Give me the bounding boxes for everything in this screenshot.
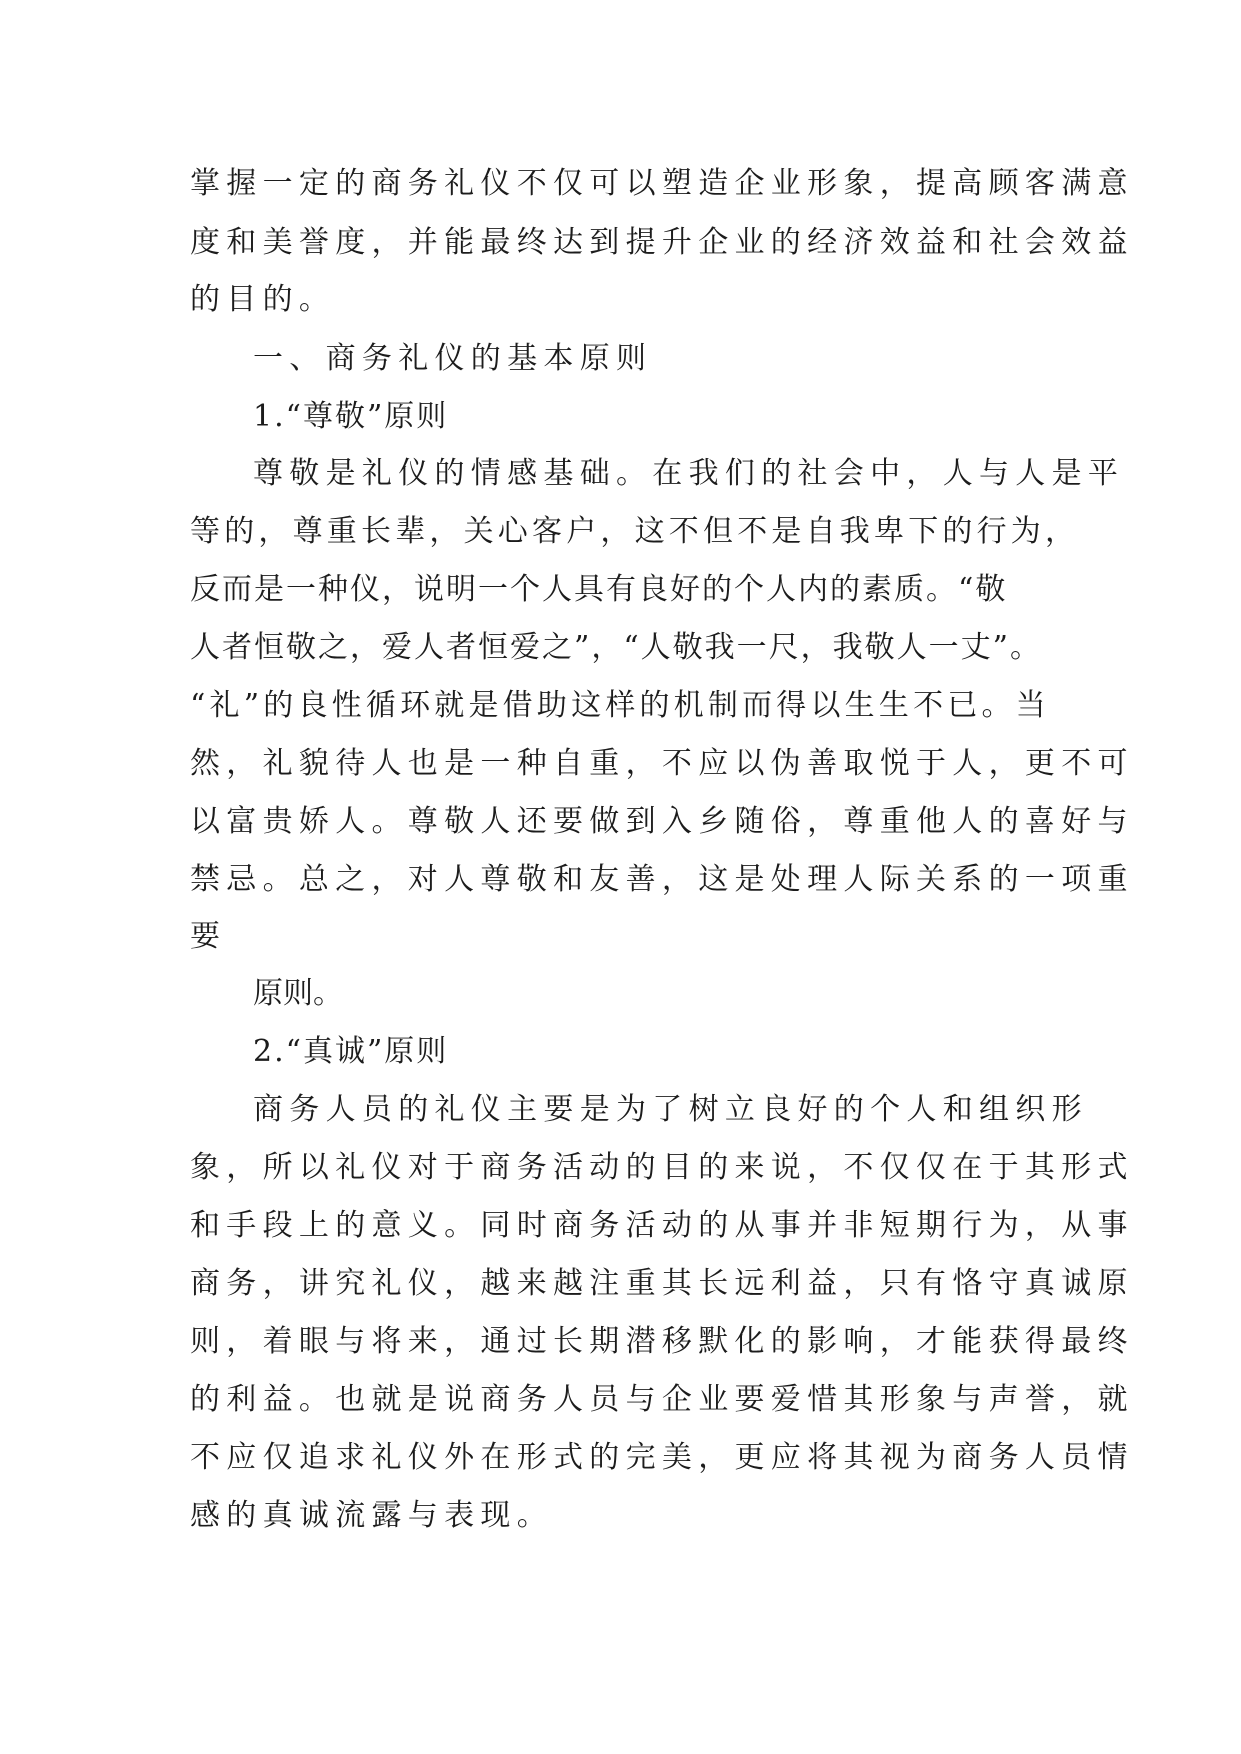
paragraph-respect-line-2: 等的，尊重长辈，关心客户，这不但不是自我卑下的行为， xyxy=(190,514,1080,549)
paragraph-sincerity-line-6: 的利益。也就是说商务人员与企业要爱惜其形象与声誉，就 xyxy=(190,1382,1134,1417)
subheading-respect-principle: 1.“尊敬”原则 xyxy=(253,399,449,434)
paragraph-intro-line-1: 掌握一定的商务礼仪不仅可以塑造企业形象，提高顾客满意 xyxy=(190,166,1134,201)
paragraph-respect-line-8: 禁忌。总之，对人尊敬和友善，这是处理人际关系的一项重 xyxy=(190,862,1134,897)
paragraph-sincerity-line-5: 则，着眼与将来，通过长期潜移默化的影响，才能获得最终 xyxy=(190,1324,1134,1359)
paragraph-sincerity-line-3: 和手段上的意义。同时商务活动的从事并非短期行为，从事 xyxy=(190,1208,1134,1243)
paragraph-sincerity-line-1: 商务人员的礼仪主要是为了树立良好的个人和组织形 xyxy=(253,1092,1088,1127)
paragraph-respect-line-6: 然，礼貌待人也是一种自重，不应以伪善取悦于人，更不可 xyxy=(190,746,1134,781)
paragraph-sincerity-line-4: 商务，讲究礼仪，越来越注重其长远利益，只有恪守真诚原 xyxy=(190,1266,1134,1301)
paragraph-sincerity-line-7: 不应仅追求礼仪外在形式的完美，更应将其视为商务人员情 xyxy=(190,1440,1134,1475)
paragraph-sincerity-line-2: 象，所以礼仪对于商务活动的目的来说，不仅仅在于其形式 xyxy=(190,1150,1134,1185)
paragraph-respect-line-5: “礼”的良性循环就是借助这样的机制而得以生生不已。当 xyxy=(190,688,1050,723)
paragraph-sincerity-line-8: 感的真诚流露与表现。 xyxy=(190,1498,553,1533)
paragraph-respect-line-9: 要 xyxy=(190,919,220,954)
subheading-sincerity-principle: 2.“真诚”原则 xyxy=(253,1034,449,1069)
paragraph-respect-line-7: 以富贵娇人。尊敬人还要做到入乡随俗，尊重他人的喜好与 xyxy=(190,804,1134,839)
paragraph-respect-line-10: 原则。 xyxy=(253,976,343,1011)
paragraph-intro-line-2: 度和美誉度，并能最终达到提升企业的经济效益和社会效益 xyxy=(190,225,1134,260)
paragraph-intro-line-3: 的目的。 xyxy=(190,282,336,317)
paragraph-respect-line-1: 尊敬是礼仪的情感基础。在我们的社会中，人与人是平 xyxy=(253,456,1125,491)
section-heading-basic-principles: 一、商务礼仪的基本原则 xyxy=(253,341,653,376)
paragraph-respect-line-4: 人者恒敬之，爱人者恒爱之”，“人敬我一尺，我敬人一丈”。 xyxy=(190,630,1043,665)
paragraph-respect-line-3: 反而是一种仪，说明一个人具有良好的个人内的素质。“敬 xyxy=(190,572,1008,607)
